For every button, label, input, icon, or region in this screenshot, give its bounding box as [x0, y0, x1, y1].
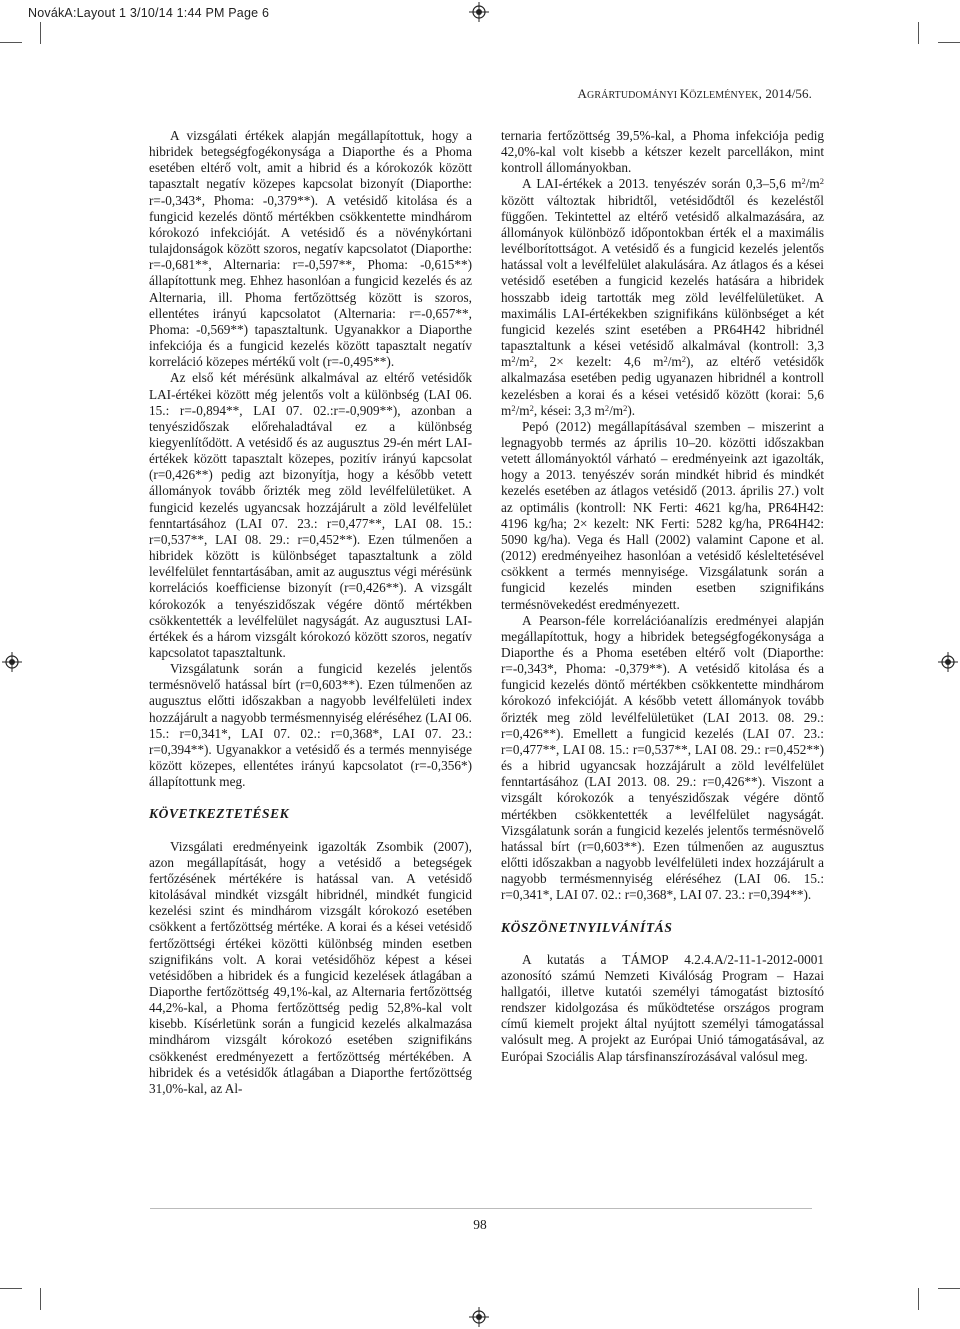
paragraph: ternaria fertőzöttség 39,5%-kal, a Phoma infekciója pedig 42,0%-kal volt kisebb a kétszer kezelt parcellákon, mint kontroll állományokban.: [501, 128, 824, 176]
print-slug: NovákA:Layout 1 3/10/14 1:44 PM Page 6: [28, 6, 270, 20]
right-column: [501, 128, 824, 1065]
crop-mark: [0, 42, 22, 43]
paragraph: A Pearson-féle korrelációanalízis eredményei alapján megállapítottuk, hogy a hibridek betegségfogékonysága a Diaporthe és a Phoma esetében eltérő volt (Diaporthe: r=-0,343*, Phoma: -0,379**). A vetésidő kitolása és a fungicid kezelés döntő mértékben csökkentette mindhárom kórokozó infekcióját. A később vetett állományok tovább őrizték meg zöld levélfelületüket (LAI 2013. 08. 29.: r=0,426**). Emellett a fungicid kezelés (LAI 07. 23.: r=0,477**, LAI 08. 15.: r=0,537**, LAI 08. 29.: r=0,452**) és a hibrid ugyancsak hozzájárult a zöld levélfelület fenntartásához (LAI 2013. 08. 29.: r=0,426**). Viszont a vizsgált kórokozók a tenyészidőszak végére döntő mértékben csökkentették a levélfelület nagyságát. Vizsgálatunk során a fungicid kezelés jelentős termésnövelő hatással bírt (r=0,603**). Ezen túlmenően az augusztus előtti időszakban a nagyobb levélfelületi index hozzájárult a nagyobb termésmennyiség eléréséhez (LAI 06. 15.: r=0,341*, LAI 07. 02.: r=0,368*, LAI 07. 23.: r=0,394**).: [501, 612, 824, 903]
registration-mark-icon: [469, 1307, 489, 1327]
section-heading-conclusions: KÖVETKEZTETÉSEK: [149, 806, 290, 822]
crop-mark: [0, 1288, 22, 1289]
footer-rule: [150, 1208, 812, 1209]
registration-mark-icon: [469, 2, 489, 22]
section-heading-acknowledgements: KÖSZÖNETNYILVÁNÍTÁS: [501, 919, 673, 935]
paragraph: A LAI-értékek a 2013. tenyészév során 0,3–5,6 $m^2/m^2$ között változtak hibridtől, vetésidődtől és kezeléstől függően. Tekintettel az eltérő vetésidő alkalmazására, az állományok különböző időpontokban érték el a maximális levélborítottságot. A vetésidő és a fungicid kezelés jelentős hatással volt a levélfelület alakulására. Az átlagos és a kései vetésidő esetében a fungicid kezelés hatására a hibridek hosszabb ideig tartották meg zöld levélfelületüket. A maximális LAI-értékekben szignifikáns különbséget a két fungicid kezelés szint esetében a PR64H42 hibridnél tapasztaltunk a kései vetésidő alkalmával (kontroll: 3,3 $m^2/m^2$, 2× kezelt: 4,6 $m^2/m^2$), az eltérő vetésidők alkalmazása esetében pedig ugyanazen hibridnél a kontroll kezelésben a korai és a kései vetésidő között (korai: 5,6 $m^2/m^2$, kései: 3,3 $m^2/m^2$).: [501, 176, 824, 418]
paragraph: Vizsgálati eredményeink igazolták Zsombik (2007), azon megállapítását, hogy a vetésidő a betegségek fertőzésének mértékére is hatással van. A vetésidő kitolásával mindkét vizsgált hibridnél, mindkét fungicid kezelési szint és mindhárom vizsgált kórokozó esetében csökkent a fertőzöttség mértéke. A korai és a kései vetésidő fertőzöttségi értékei közötti különbség minden esetben szignifikáns volt. A korai vetésidőhöz képest a kései vetésidőben a hibridek és a fungicid kezelések átlagában a Diaporthe fertőzöttség 49,1%-kal, az Alternaria fertőzöttség 44,2%-kal, a Phoma fertőzöttség pedig 52,8%-kal volt kisebb. Kísérletünk során a fungicid kezelés alkalmazása mindhárom vizsgált kórokozó esetében szignifikáns csökkenést eredményezett a fertőzöttség mértékében. A hibridek és a vetésidők átlagában a Diaporthe fertőzöttség 31,0%-kal, az Al-: [149, 838, 472, 1096]
crop-mark: [938, 42, 960, 43]
paragraph: Az első két mérésünk alkalmával az eltérő vetésidők LAI-értékei között még jelentős volt a különbség (LAI 06. 15.: r=-0,894**, LAI 07. 02.:r=-0,909**), azonban a tenyészidőszak előrehaladtával ez a különbség kiegyenlítődött. A vetésidő és az augusztus 29-én mért LAI-értékek között tapasztalt közepes, pozitív irányú kapcsolat (r=0,426**) pedig azt bizonyítja, hogy a később vetett állományok tovább őrizték meg zöld levélfelületüket. A fungicid kezelés ugyancsak hozzájárult a zöld levélfelület fenntartásához (LAI 07. 23.: r=0,477**, LAI 08. 15.: r=0,537**, LAI 08. 29.: r=0,452**). Ezen túlmenően a hibridek között is különbséget tapasztaltunk a zöld levélfelület fenntartásában, amit az augusztus végi mérésünk korrelációs koefficiense bizonyít (r=0,426**). A vizsgált kórokozók a tenyészidőszak végére döntő mértékben csökkentették a levélfelület nagyságát. Az augusztusi LAI-értékek és a három vizsgált kórokozó között szoros, negatív kapcsolatot tapasztaltunk.: [149, 370, 472, 660]
left-column: [149, 128, 472, 1097]
paragraph: Vizsgálatunk során a fungicid kezelés jelentős termésnövelő hatással bírt (r=0,603**). Ezen túlmenően az augusztus előtti időszakban a nagyobb levélfelületi index hozzájárult a nagyobb termésmennyiség eléréséhez (LAI 06. 15.: r=0,341*, LAI 07. 02.: r=0,368*, LAI 07. 23.: r=0,394**). Ugyanakkor a vetésidő és a termés mennyisége között közepes, ellentétes irányú kapcsolatot (r=-0,356*) állapítottunk meg.: [149, 661, 472, 790]
page-number: 98: [473, 1217, 487, 1232]
running-head: AGRÁRTUDOMÁNYI KÖZLEMÉNYEK, 2014/56.: [577, 86, 812, 101]
paragraph: A vizsgálati értékek alapján megállapítottuk, hogy a hibridek betegségfogékonysága a Diaporthe és a Phoma esetében eltérő volt, amit a hibrid és a kórokozók között tapasztalt negatív közepes kapcsolat bizonyít (Diaporthe: r=-0,343*, Phoma: -0,379**). A vetésidő kitolása és a fungicid kezelés döntő mértékben csökkentette mindhárom kórokozó infekcióját. A vetésidő és a növénykórtani tulajdonságok között szoros, negatív kapcsolatot (Diaporthe: r=-0,681**, Alternaria: r=-0,597**, Phoma: -0,615**) állapítottunk meg. Ehhez hasonlóan a fungicid kezelés és az Alternaria, ill. Phoma fertőzöttség között is szoros, ellentétes irányú kapcsolatot (Alternaria: r=-0,657**, Phoma: -0,569**) tapasztaltunk. Ugyanakkor a Diaporthe infekciója és a fungicid kezelés között tapasztalt negatív korreláció közepes mértékű volt (r=-0,495**).: [149, 128, 472, 370]
paragraph: Pepó (2012) megállapításával szemben – miszerint a legnagyobb termés az április 10–20. közötti időszakban vetett állományoktól várható – eredményeink azt igazolták, hogy a 2013. tenyészév során mindkét hibrid és mindkét kezelés esetében az átlagos vetésidő (2013. április 27.) volt az optimális (kontroll: NK Ferti: 4621 kg/ha, PR64H42: 4196 kg/ha; 2× kezelt: NK Ferti: 5282 kg/ha, PR64H42: 5090 kg/ha). Vega és Hall (2002) valamint Capone et al. (2012) eredményeihez hasonlóan a vetésidő késleltetésével csökkent a termés mennyisége. Vizsgálatunk során a fungicid kezelés minden esetben szignifikáns termésnövekedést eredményezett.: [501, 418, 824, 612]
crop-mark: [918, 22, 919, 44]
crop-mark: [938, 1288, 960, 1289]
crop-mark: [40, 1288, 41, 1310]
crop-mark: [918, 1288, 919, 1310]
registration-mark-icon: [938, 652, 958, 672]
crop-mark: [40, 22, 41, 44]
paragraph: A kutatás a TÁMOP 4.2.4.A/2-11-1-2012-0001 azonosító számú Nemzeti Kiválóság Program – Hazai hallgatói, illetve kutatói személyi támogatást biztosító rendszer kidolgozása és működtetése országos program című kiemelt projekt által nyújtott személyi támogatással valósult meg. A projekt az Európai Unió támogatásával, az Európai Szociális Alap társfinanszírozásával valósul meg.: [501, 951, 824, 1064]
registration-mark-icon: [2, 652, 22, 672]
